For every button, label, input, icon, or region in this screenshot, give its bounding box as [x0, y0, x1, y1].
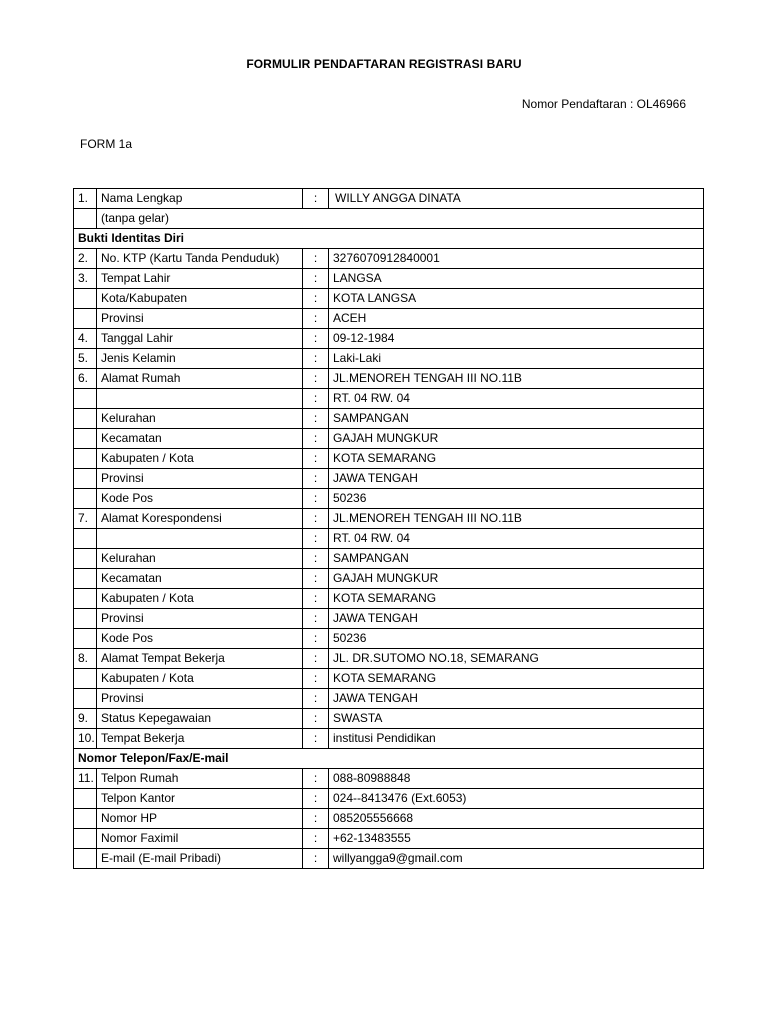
- field-value: 50236: [329, 629, 704, 649]
- colon-separator: :: [303, 389, 329, 409]
- field-value: GAJAH MUNGKUR: [329, 569, 704, 589]
- field-value: JAWA TENGAH: [329, 469, 704, 489]
- field-label: Status Kepegawaian: [97, 709, 303, 729]
- colon-separator: :: [303, 849, 329, 869]
- field-label: Tanggal Lahir: [97, 329, 303, 349]
- field-label: Provinsi: [97, 469, 303, 489]
- section-header: Bukti Identitas Diri: [74, 229, 704, 249]
- row-number: [74, 629, 97, 649]
- form-row: [74, 449, 704, 469]
- row-number: [74, 449, 97, 469]
- row-number: 5.: [74, 349, 97, 369]
- row-number: [74, 289, 97, 309]
- field-value: RT. 04 RW. 04: [329, 389, 704, 409]
- field-label: Kelurahan: [97, 549, 303, 569]
- field-label: Telpon Rumah: [97, 769, 303, 789]
- colon-separator: :: [303, 629, 329, 649]
- row-number: [74, 569, 97, 589]
- colon-separator: :: [303, 269, 329, 289]
- colon-separator: :: [303, 429, 329, 449]
- field-value: SAMPANGAN: [329, 409, 704, 429]
- colon-separator: :: [303, 649, 329, 669]
- form-title: FORMULIR PENDAFTARAN REGISTRASI BARU: [246, 57, 522, 71]
- field-value: GAJAH MUNGKUR: [329, 429, 704, 449]
- colon-separator: :: [303, 249, 329, 269]
- form-row: [74, 369, 704, 389]
- form-row: [74, 429, 704, 449]
- form-row: [74, 849, 704, 869]
- field-value: JAWA TENGAH: [329, 609, 704, 629]
- field-value: willyangga9@gmail.com: [329, 849, 704, 869]
- colon-separator: :: [303, 529, 329, 549]
- colon-separator: :: [303, 809, 329, 829]
- row-number: [74, 309, 97, 329]
- row-number: 1.: [74, 189, 97, 209]
- field-value: Laki-Laki: [329, 349, 704, 369]
- form-row: [74, 249, 704, 269]
- row-number: 10.: [74, 729, 97, 749]
- field-label: Telpon Kantor: [97, 789, 303, 809]
- row-number: [74, 829, 97, 849]
- field-label: [97, 529, 303, 549]
- row-number: [74, 389, 97, 409]
- form-row: [74, 689, 704, 709]
- field-value: KOTA SEMARANG: [329, 669, 704, 689]
- field-value: 088-80988848: [329, 769, 704, 789]
- field-value: JL. DR.SUTOMO NO.18, SEMARANG: [329, 649, 704, 669]
- form-row: [74, 789, 704, 809]
- colon-separator: :: [303, 469, 329, 489]
- form-row: [74, 549, 704, 569]
- row-number: 8.: [74, 649, 97, 669]
- form-row: [74, 469, 704, 489]
- form-row: [74, 349, 704, 369]
- field-value: JL.MENOREH TENGAH III NO.11B: [329, 369, 704, 389]
- form-code: FORM 1a: [80, 137, 133, 151]
- colon-separator: :: [303, 729, 329, 749]
- form-row: [74, 609, 704, 629]
- field-value: JAWA TENGAH: [329, 689, 704, 709]
- field-label: Kode Pos: [97, 489, 303, 509]
- form-row: [74, 809, 704, 829]
- field-label: Kabupaten / Kota: [97, 669, 303, 689]
- field-label: Nomor Faximil: [97, 829, 303, 849]
- colon-separator: :: [303, 409, 329, 429]
- field-value: RT. 04 RW. 04: [329, 529, 704, 549]
- row-number: [74, 609, 97, 629]
- colon-separator: :: [303, 669, 329, 689]
- form-row: [74, 569, 704, 589]
- row-number: [74, 429, 97, 449]
- row-number: 11.: [74, 769, 97, 789]
- row-number: 3.: [74, 269, 97, 289]
- field-label: Tempat Lahir: [97, 269, 303, 289]
- field-value: 09-12-1984: [329, 329, 704, 349]
- row-number: [74, 489, 97, 509]
- row-number: [74, 469, 97, 489]
- field-value: 085205556668: [329, 809, 704, 829]
- field-label: Provinsi: [97, 309, 303, 329]
- field-value: 50236: [329, 489, 704, 509]
- field-value: 024--8413476 (Ext.6053): [329, 789, 704, 809]
- field-value: institusi Pendidikan: [329, 729, 704, 749]
- form-body: [74, 189, 704, 869]
- colon-separator: :: [303, 309, 329, 329]
- colon-separator: :: [303, 689, 329, 709]
- colon-separator: :: [303, 569, 329, 589]
- colon-separator: :: [303, 769, 329, 789]
- section-header-row: [74, 749, 704, 769]
- form-row: [74, 489, 704, 509]
- form-row: [74, 289, 704, 309]
- form-row: [74, 269, 704, 289]
- field-value: JL.MENOREH TENGAH III NO.11B: [329, 509, 704, 529]
- row-number: [74, 529, 97, 549]
- colon-separator: :: [303, 789, 329, 809]
- colon-separator: :: [303, 709, 329, 729]
- field-value: +62-13483555: [329, 829, 704, 849]
- row-number: 9.: [74, 709, 97, 729]
- colon-separator: :: [303, 369, 329, 389]
- form-row: [74, 649, 704, 669]
- row-number: [74, 669, 97, 689]
- form-row: [74, 589, 704, 609]
- colon-separator: :: [303, 449, 329, 469]
- registration-form-table: [73, 188, 704, 869]
- form-row: [74, 509, 704, 529]
- row-number: [74, 849, 97, 869]
- colon-separator: :: [303, 509, 329, 529]
- form-row: [74, 529, 704, 549]
- row-number: 7.: [74, 509, 97, 529]
- colon-separator: :: [303, 829, 329, 849]
- field-label: Alamat Korespondensi: [97, 509, 303, 529]
- field-label: Kecamatan: [97, 429, 303, 449]
- field-label: Nomor HP: [97, 809, 303, 829]
- row-number: [74, 589, 97, 609]
- field-label: Kota/Kabupaten: [97, 289, 303, 309]
- field-label: Kabupaten / Kota: [97, 449, 303, 469]
- form-row: [74, 189, 704, 209]
- colon-separator: :: [303, 609, 329, 629]
- colon-separator: :: [303, 349, 329, 369]
- form-row: [74, 729, 704, 749]
- form-row: [74, 409, 704, 429]
- section-header-row: [74, 229, 704, 249]
- form-row: [74, 329, 704, 349]
- row-number: [74, 809, 97, 829]
- row-number: [74, 409, 97, 429]
- field-value: SAMPANGAN: [329, 549, 704, 569]
- field-value: KOTA SEMARANG: [329, 449, 704, 469]
- row-number: [74, 789, 97, 809]
- registration-number: Nomor Pendaftaran : OL46966: [521, 97, 686, 111]
- field-value: WILLY ANGGA DINATA: [329, 189, 704, 209]
- row-number: [74, 689, 97, 709]
- field-value: KOTA SEMARANG: [329, 589, 704, 609]
- form-row: [74, 669, 704, 689]
- field-label: Kode Pos: [97, 629, 303, 649]
- form-row: [74, 829, 704, 849]
- row-number: 6.: [74, 369, 97, 389]
- field-value: SWASTA: [329, 709, 704, 729]
- field-label: E-mail (E-mail Pribadi): [97, 849, 303, 869]
- field-label: Jenis Kelamin: [97, 349, 303, 369]
- field-value: LANGSA: [329, 269, 704, 289]
- row-number: 4.: [74, 329, 97, 349]
- field-value: ACEH: [329, 309, 704, 329]
- colon-separator: :: [303, 329, 329, 349]
- form-row: [74, 389, 704, 409]
- field-label: Kabupaten / Kota: [97, 589, 303, 609]
- field-value: KOTA LANGSA: [329, 289, 704, 309]
- form-row: [74, 709, 704, 729]
- field-label: Alamat Tempat Bekerja: [97, 649, 303, 669]
- form-row: [74, 769, 704, 789]
- colon-separator: :: [303, 589, 329, 609]
- section-header: Nomor Telepon/Fax/E-mail: [74, 749, 704, 769]
- field-note: (tanpa gelar): [97, 209, 704, 229]
- field-label: Kelurahan: [97, 409, 303, 429]
- form-row: [74, 629, 704, 649]
- colon-separator: :: [303, 549, 329, 569]
- colon-separator: :: [303, 489, 329, 509]
- note-row: [74, 209, 704, 229]
- form-row: [74, 309, 704, 329]
- colon-separator: :: [303, 289, 329, 309]
- field-label: Tempat Bekerja: [97, 729, 303, 749]
- row-number: 2.: [74, 249, 97, 269]
- field-label: Nama Lengkap: [97, 189, 303, 209]
- field-label: Alamat Rumah: [97, 369, 303, 389]
- colon-separator: :: [303, 189, 329, 209]
- field-label: Provinsi: [97, 689, 303, 709]
- field-label: [97, 389, 303, 409]
- field-value: 3276070912840001: [329, 249, 704, 269]
- field-label: Kecamatan: [97, 569, 303, 589]
- row-number: [74, 549, 97, 569]
- field-label: Provinsi: [97, 609, 303, 629]
- row-number: [74, 209, 97, 229]
- field-label: No. KTP (Kartu Tanda Penduduk): [97, 249, 303, 269]
